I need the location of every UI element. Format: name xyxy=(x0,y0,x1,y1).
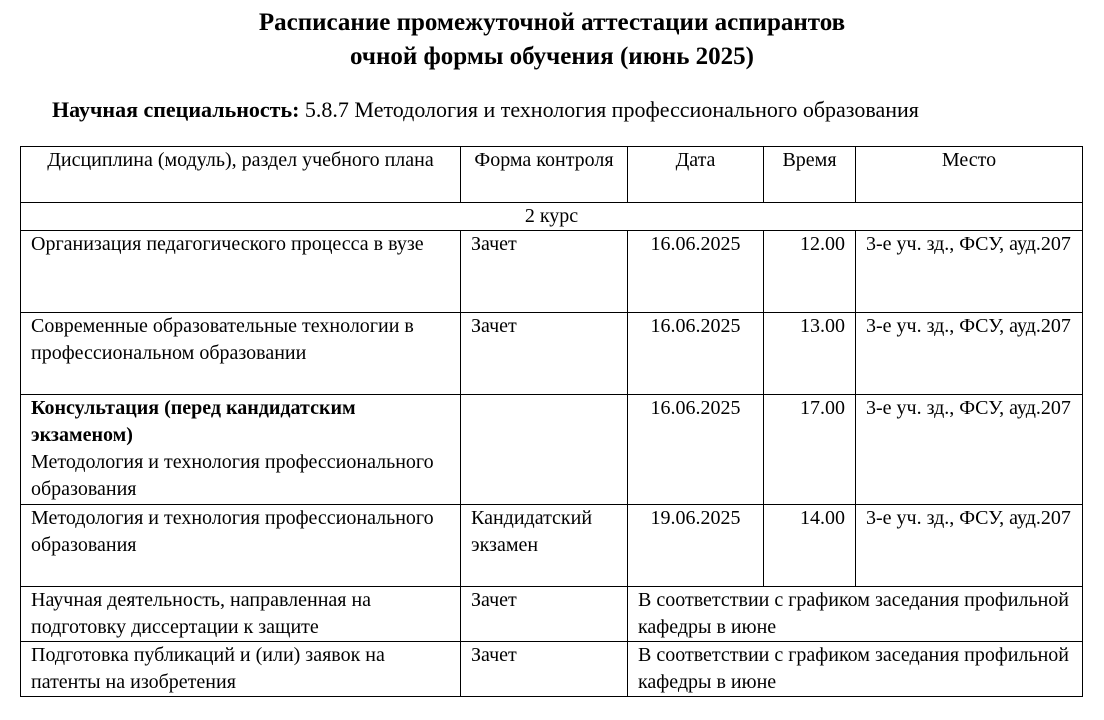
table-row xyxy=(21,587,1083,642)
cell-place: 3-е уч. зд., ФСУ, ауд.207 xyxy=(856,395,1083,505)
specialty-label: Научная специальность: xyxy=(52,97,300,122)
cell-time: 12.00 xyxy=(764,231,856,313)
consultation-label: Консультация (перед кандидатским экзаменом) xyxy=(31,397,356,446)
cell-place: 3-е уч. зд., ФСУ, ауд.207 xyxy=(856,313,1083,395)
header-time: Время xyxy=(764,147,856,203)
consultation-subject: Методология и технология профессионального образования xyxy=(31,451,434,500)
header-place: Место xyxy=(856,147,1083,203)
cell-form: Зачет xyxy=(461,313,628,395)
cell-discipline: Организация педагогического процесса в вузе xyxy=(21,231,461,313)
cell-schedule-note: В соответствии с графиком заседания профильной кафедры в июне xyxy=(628,587,1083,642)
table-row xyxy=(21,395,1083,505)
cell-discipline: Методология и технология профессионального образования xyxy=(21,505,461,587)
cell-discipline: Современные образовательные технологии в профессиональном образовании xyxy=(21,313,461,395)
table-row xyxy=(21,231,1083,313)
course-row xyxy=(21,203,1083,231)
cell-form: Зачет xyxy=(461,587,628,642)
course-label: 2 курс xyxy=(21,203,1083,231)
header-date: Дата xyxy=(628,147,764,203)
table-row xyxy=(21,642,1083,697)
cell-date: 16.06.2025 xyxy=(628,231,764,313)
cell-time: 17.00 xyxy=(764,395,856,505)
cell-place: 3-е уч. зд., ФСУ, ауд.207 xyxy=(856,231,1083,313)
cell-form: Кандидатский экзамен xyxy=(461,505,628,587)
header-form: Форма контроля xyxy=(461,147,628,203)
cell-form: Зачет xyxy=(461,642,628,697)
cell-form: Зачет xyxy=(461,231,628,313)
table-header-row xyxy=(21,147,1083,203)
title-line-1: Расписание промежуточной аттестации аспирантов xyxy=(258,9,846,36)
cell-time: 13.00 xyxy=(764,313,856,395)
cell-date: 16.06.2025 xyxy=(628,395,764,505)
specialty-value: 5.8.7 Методология и технология профессионального образования xyxy=(304,97,919,122)
title-line-2: очной формы обучения (июнь 2025) xyxy=(350,43,754,70)
cell-date: 16.06.2025 xyxy=(628,313,764,395)
cell-form xyxy=(461,395,628,505)
specialty-line xyxy=(52,96,919,124)
cell-discipline: Научная деятельность, направленная на подготовку диссертации к защите xyxy=(21,587,461,642)
table-row xyxy=(21,505,1083,587)
page-title xyxy=(0,6,1104,74)
table-row xyxy=(21,313,1083,395)
cell-discipline xyxy=(21,395,461,505)
schedule-table xyxy=(20,146,1083,697)
header-discipline: Дисциплина (модуль), раздел учебного плана xyxy=(21,147,461,203)
cell-schedule-note: В соответствии с графиком заседания профильной кафедры в июне xyxy=(628,642,1083,697)
cell-discipline: Подготовка публикаций и (или) заявок на патенты на изобретения xyxy=(21,642,461,697)
cell-time: 14.00 xyxy=(764,505,856,587)
cell-place: 3-е уч. зд., ФСУ, ауд.207 xyxy=(856,505,1083,587)
cell-date: 19.06.2025 xyxy=(628,505,764,587)
